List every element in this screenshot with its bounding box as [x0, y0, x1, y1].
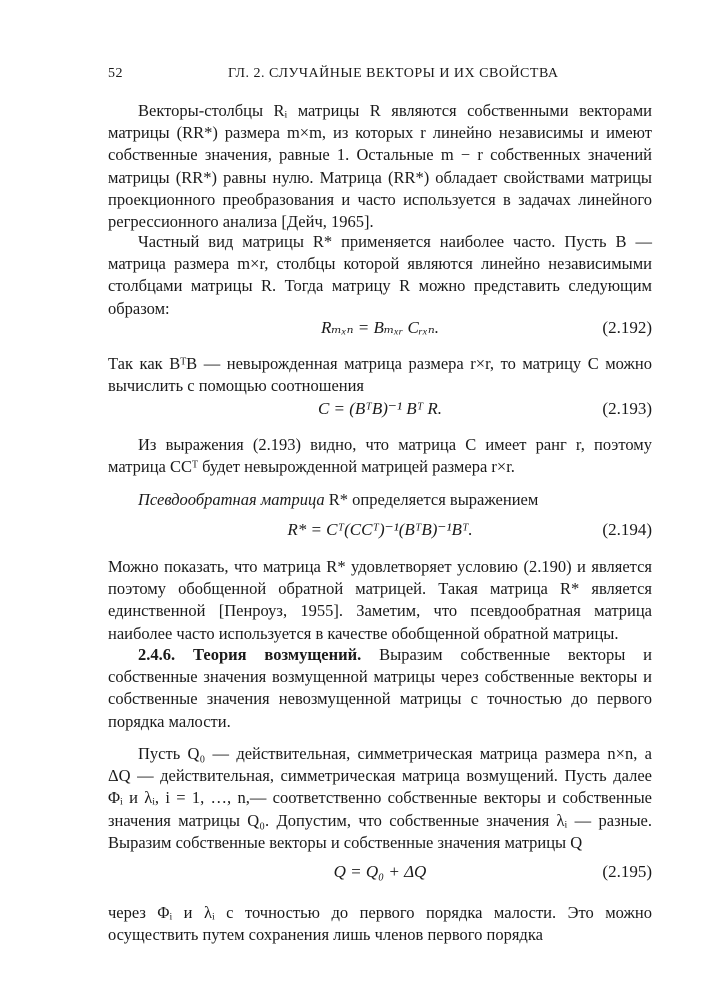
paragraph-first-order: через Φᵢ и λᵢ с точностью до первого порядка малости. Это можно осуществить путем сохранения лишь членов первого порядка: [108, 903, 652, 945]
equation-2-193: [108, 399, 652, 423]
equation-number: (2.195): [602, 862, 652, 881]
section-perturbation-theory: [108, 644, 652, 733]
equation-formula: Q = Q₀ + ΔQ: [333, 862, 427, 881]
paragraph-eigenvectors: Векторы-столбцы Rᵢ матрицы R являются собственными векторами матрицы (RR*) размера m×m, из которых r линейно независимы и имеют собственные значения, равные 1. Остальные m − r собственных значений матрицы (RR*) равны нулю. Матрица (RR*) обладает свойствами матрицы проекционного преобразования и часто используется в задачах линейного регрессионного анализа [Дейч, 1965].: [108, 101, 652, 232]
paragraph-special-form: Частный вид матрицы R* применяется наиболее часто. Пусть B — матрица размера m×r, столбцы которой являются линейно независимыми столбцами матрицы R. Тогда матрицу R можно представить следующим образом:: [108, 232, 652, 318]
equation-2-192: [108, 318, 652, 342]
equation-formula: C = (BᵀB)⁻¹ Bᵀ R.: [317, 399, 443, 418]
running-title: ГЛ. 2. СЛУЧАЙНЫЕ ВЕКТОРЫ И ИХ СВОЙСТВА: [228, 66, 559, 81]
equation-number: (2.192): [602, 318, 652, 337]
equation-2-194: [108, 520, 652, 544]
term-pseudoinverse: Псевдообратная матрица: [138, 490, 325, 509]
paragraph-pseudoinverse: [108, 489, 652, 511]
equation-formula: R* = Cᵀ(CCᵀ)⁻¹(BᵀB)⁻¹Bᵀ.: [287, 520, 473, 539]
paragraph-generalized-inverse: Можно показать, что матрица R* удовлетворяет условию (2.190) и является поэтому обобщенной обратной матрицей. Такая матрица R* является единственной [Пенроуз, 1955]. Заметим, что псевдообратная матрица наиболее часто используется в качестве обобщенной обратной матрицы.: [108, 557, 652, 643]
equation-formula: Rₘₓₙ = Bₘₓᵣ Cᵣₓₙ.: [320, 318, 440, 337]
paragraph-text: R* определяется выражением: [324, 490, 539, 509]
paragraph-text: Выразим собственные векторы и собственные значения возмущенной матрицы через собственные векторы и собственные значения невозмущенной матрицы с точностью до первого порядка малости.: [108, 645, 652, 731]
equation-2-195: [108, 862, 652, 886]
page-number: 52: [108, 66, 123, 81]
paragraph-rank: Из выражения (2.193) видно, что матрица C имеет ранг r, поэтому матрица CCᵀ будет невырожденной матрицей размера r×r.: [108, 435, 652, 477]
equation-number: (2.193): [602, 399, 652, 418]
section-heading: 2.4.6. Теория возмущений.: [138, 645, 362, 664]
equation-number: (2.194): [602, 520, 652, 539]
paragraph-let-q0: Пусть Q₀ — действительная, симметрическая матрица размера n×n, а ΔQ — действительная, симметрическая матрица возмущений. Пусть далее Φᵢ и λᵢ, i = 1, …, n,— соответственно собственные векторы и собственные значения матрицы Q₀. Допустим, что собственные значения λᵢ — разные. Выразим собственные векторы и собственные значения матрицы Q: [108, 744, 652, 852]
paragraph-btb: Так как BᵀB — невырожденная матрица размера r×r, то матрицу C можно вычислить с помощью соотношения: [108, 354, 652, 396]
